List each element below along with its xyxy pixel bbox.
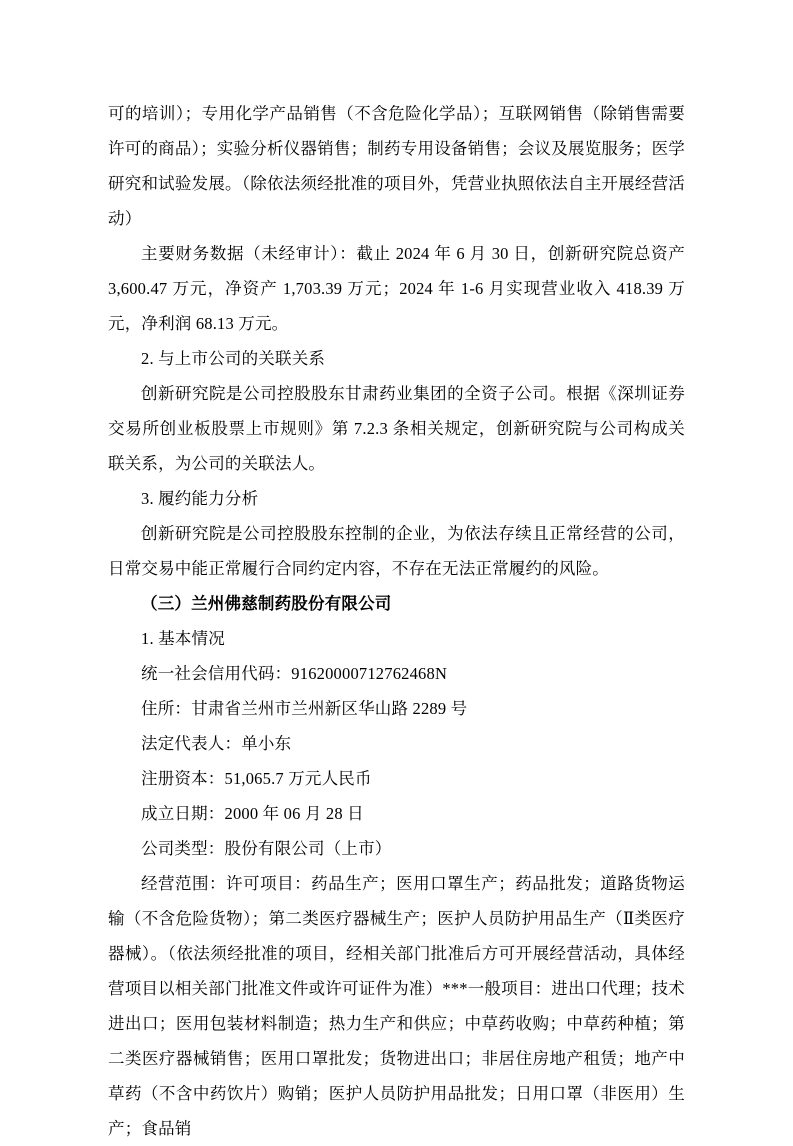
document-body — [108, 96, 685, 1146]
paragraph-financial-data: 主要财务数据（未经审计）：截止 2024 年 6 月 30 日，创新研究院总资产 3,600.47 万元，净资产 1,703.39 万元；2024 年 1-6 月实现营业收入 418.39 万元，净利润 68.13 万元。 — [108, 244, 685, 333]
field-registered-capital: 注册资本：51,065.7 万元人民币 — [141, 769, 372, 788]
field-address: 住所：甘肃省兰州市兰州新区华山路 2289 号 — [141, 699, 468, 718]
heading-related-relationship: 2. 与上市公司的关联关系 — [141, 349, 326, 368]
heading-basic-info: 1. 基本情况 — [141, 629, 225, 648]
field-company-type: 公司类型：股份有限公司（上市） — [141, 839, 392, 858]
field-credit-code: 统一社会信用代码：91620000712762468N — [141, 664, 448, 683]
heading-section-three: （三）兰州佛慈制药股份有限公司 — [141, 594, 392, 613]
field-business-scope: 经营范围：许可项目：药品生产；医用口罩生产；药品批发；道路货物运输（不含危险货物）；第二类医疗器械生产；医护人员防护用品生产（Ⅱ类医疗器械）。（依法须经批准的项目，经相关部门批准后方可开展经营活动，具体经营项目以相关部门批准文件或许可证件为准）***一般项目：进出口代理；技术进出口；医用包装材料制造；热力生产和供应；中草药收购；中草药种植；第二类医疗器械销售；医用口罩批发；货物进出口；非居住房地产租赁；地产中草药（不含中药饮片）购销；医护人员防护用品批发；日用口罩（非医用）生产；食品销 — [108, 874, 685, 1138]
field-establish-date: 成立日期：2000 年 06 月 28 日 — [141, 804, 364, 823]
field-legal-representative: 法定代表人：单小东 — [141, 734, 292, 753]
paragraph-related-relationship: 创新研究院是公司控股股东甘肃药业集团的全资子公司。根据《深圳证券交易所创业板股票上市规则》第 7.2.3 条相关规定，创新研究院与公司构成关联关系，为公司的关联法人。 — [108, 384, 685, 473]
heading-performance-analysis: 3. 履约能力分析 — [141, 489, 259, 508]
paragraph-performance-analysis: 创新研究院是公司控股股东控制的企业，为依法存续且正常经营的公司，日常交易中能正常履行合同约定内容，不存在无法正常履约的风险。 — [108, 524, 685, 578]
paragraph-business-scope-continued: 可的培训）；专用化学产品销售（不含危险化学品）；互联网销售（除销售需要许可的商品）；实验分析仪器销售；制药专用设备销售；会议及展览服务；医学研究和试验发展。（除依法须经批准的项目外，凭营业执照依法自主开展经营活动） — [108, 104, 685, 228]
